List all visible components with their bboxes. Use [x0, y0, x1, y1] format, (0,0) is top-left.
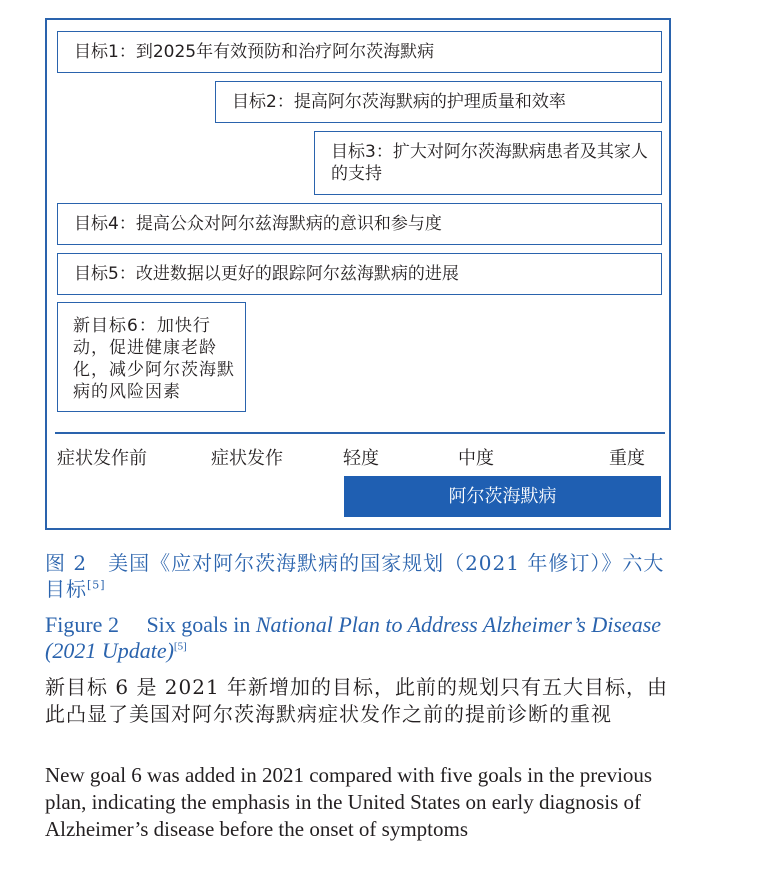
goal-6-label: 新目标6：加快行动，促进健康老龄化，减少阿尔茨海默病的风险因素 [73, 316, 235, 402]
goal-6-box [57, 302, 246, 412]
stage-symptom-onset: 症状发作 [211, 448, 283, 469]
goal-5-label: 目标5：改进数据以更好的跟踪阿尔兹海默病的进展 [74, 264, 459, 284]
stage-moderate: 中度 [458, 448, 494, 469]
goal-4-label: 目标4：提高公众对阿尔兹海默病的意识和参与度 [74, 214, 442, 234]
disease-bar: 阿尔茨海默病 [344, 476, 661, 517]
caption-chinese [45, 550, 685, 602]
goal-3-label: 目标3：扩大对阿尔茨海默病患者及其家人的支持 [331, 142, 648, 184]
caption-chinese-ref: [5] [87, 578, 106, 592]
caption-english-ref: [5] [173, 640, 187, 653]
caption-chinese-text: 图 2 美国《应对阿尔茨海默病的国家规划（2021 年修订）》六大目标 [45, 551, 665, 601]
stage-presymptomatic: 症状发作前 [57, 448, 147, 469]
caption-english [45, 612, 685, 664]
stage-mild: 轻度 [343, 448, 379, 469]
timeline-axis [55, 432, 665, 434]
stage-severe: 重度 [609, 448, 645, 469]
note-english: New goal 6 was added in 2021 compared with five goals in the previous plan, indicating the emphasis in the United States on early diagnosis of Alzheimer’s disease before the onset of symptoms [45, 763, 653, 841]
goal-1-box [57, 31, 662, 73]
caption-english-prefix: Figure 2 Six goals in [45, 612, 256, 637]
goal-3-box [314, 131, 662, 195]
caption-english-title: National Plan to Address Alzheimer’s Disease (2021 Update) [45, 612, 662, 663]
note-chinese: 新目标 6 是 2021 年新增加的目标，此前的规划只有五大目标，由此凸显了美国对阿尔茨海默病症状发作之前的提前诊断的重视 [45, 675, 669, 726]
goal-2-label: 目标2：提高阿尔茨海默病的护理质量和效率 [232, 92, 566, 112]
goal-5-box [57, 253, 662, 295]
goal-2-box [215, 81, 662, 123]
goal-4-box [57, 203, 662, 245]
goal-1-label: 目标1：到2025年有效预防和治疗阿尔茨海默病 [74, 42, 435, 62]
